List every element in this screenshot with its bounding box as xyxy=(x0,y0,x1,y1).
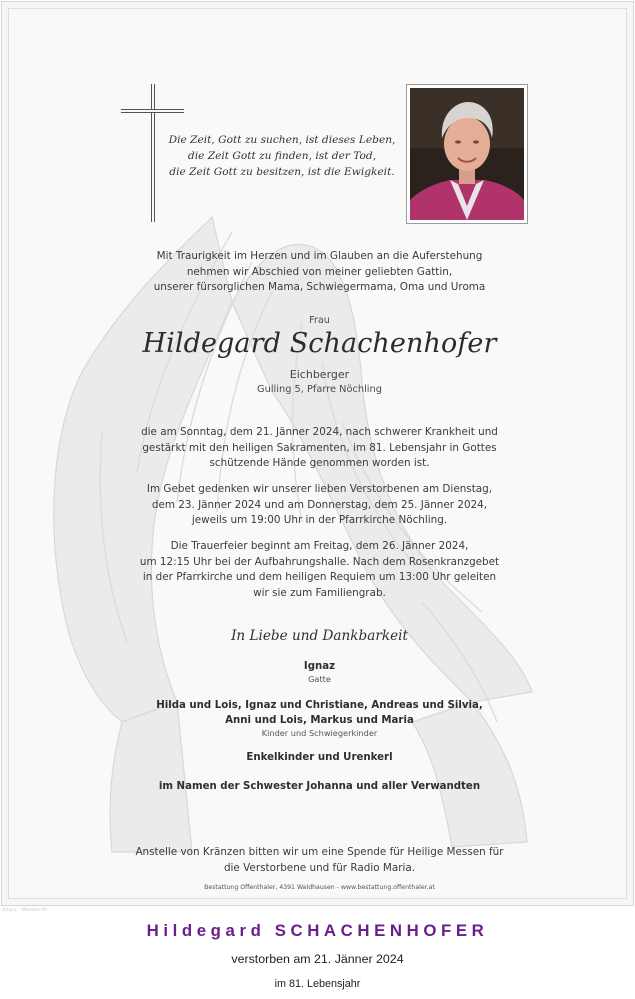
funeral-line: um 12:15 Uhr bei der Aufbahrungshalle. Nach dem Rosenkranzgebet xyxy=(139,555,500,568)
closing-line: die Verstorbene und für Radio Maria. xyxy=(223,861,416,874)
caption-died: verstorben am 21. Jänner 2024 xyxy=(231,952,404,966)
intro-text xyxy=(82,249,557,296)
obituary-card xyxy=(1,1,634,906)
relatives: im Namen der Schwester Johanna und aller Verwandten xyxy=(158,781,481,792)
verse xyxy=(162,132,402,180)
prayer-text xyxy=(82,482,557,529)
prayer-line: Im Gebet gedenken wir unserer lieben Verstorbenen am Dienstag, xyxy=(146,483,493,495)
husband-name: Ignaz xyxy=(303,661,336,672)
children-names: Hilda und Lois, Ignaz und Christiane, Andreas und Silvia, xyxy=(156,700,483,711)
prayer-line: jeweils um 19:00 Uhr in der Pfarrkirche Nöchling. xyxy=(191,514,448,526)
portrait-photo xyxy=(410,88,524,220)
verse-line: Die Zeit, Gott zu suchen, ist dieses Leben, xyxy=(168,134,396,146)
grandchildren: Enkelkinder und Urenkerl xyxy=(246,752,393,763)
undertaker-info: Bestattung Offenthaler, 4391 Waldhausen - www.bestattung.offenthaler.at xyxy=(204,884,435,891)
portrait-frame xyxy=(406,84,528,224)
husband xyxy=(82,659,557,685)
intro-line: nehmen wir Abschied von meiner geliebten Gattin, xyxy=(186,265,453,278)
funeral-line: in der Pfarrkirche und dem heiligen Requiem um 13:00 Uhr geleiten xyxy=(142,571,497,583)
children-names: Anni und Lois, Markus und Maria xyxy=(225,715,414,726)
corner-note: Artgru – Modelle 00 xyxy=(2,908,47,913)
caption-name: Hildegard SCHACHENHOFER xyxy=(146,921,489,940)
funeral-text xyxy=(82,539,557,601)
cross-bar xyxy=(121,109,184,113)
children xyxy=(82,698,557,739)
intro-line: Mit Traurigkeit im Herzen und im Glauben an die Auferstehung xyxy=(156,250,483,262)
verse-line: die Zeit Gott zu finden, ist der Tod, xyxy=(187,150,377,162)
children-role: Kinder und Schwiegerkinder xyxy=(261,728,378,738)
caption-age: im 81. Lebensjahr xyxy=(274,978,361,990)
death-line: schützende Hände genommen worden ist. xyxy=(209,457,430,469)
intro-line: unserer fürsorglichen Mama, Schwiegermama, Oma und Uroma xyxy=(153,281,486,293)
address: Gulling 5, Pfarre Nöchling xyxy=(257,384,382,395)
closing-text xyxy=(82,845,557,876)
honorific: Frau xyxy=(309,315,330,326)
love-heading: In Liebe und Dankbarkeit xyxy=(231,628,408,644)
maiden-name: Eichberger xyxy=(289,368,350,381)
cross-icon xyxy=(151,84,155,222)
funeral-line: wir sie zum Familiengrab. xyxy=(253,586,386,599)
prayer-line: dem 23. Jänner 2024 und am Donnerstag, dem 25. Jänner 2024, xyxy=(151,498,488,511)
husband-role: Gatte xyxy=(308,674,331,684)
death-line: die am Sonntag, dem 21. Jänner 2024, nach schwerer Krankheit und xyxy=(141,426,498,438)
deceased-name: Hildegard Schachenhofer xyxy=(142,328,497,359)
funeral-line: Die Trauerfeier beginnt am Freitag, dem 26. Jänner 2024, xyxy=(170,540,469,552)
death-line: gestärkt mit den heiligen Sakramenten, im 81. Lebensjahr in Gottes xyxy=(142,441,497,454)
death-text xyxy=(82,425,557,472)
closing-line: Anstelle von Kränzen bitten wir um eine Spende für Heilige Messen für xyxy=(135,846,504,858)
verse-line: die Zeit Gott zu besitzen, ist die Ewigkeit. xyxy=(169,166,395,178)
